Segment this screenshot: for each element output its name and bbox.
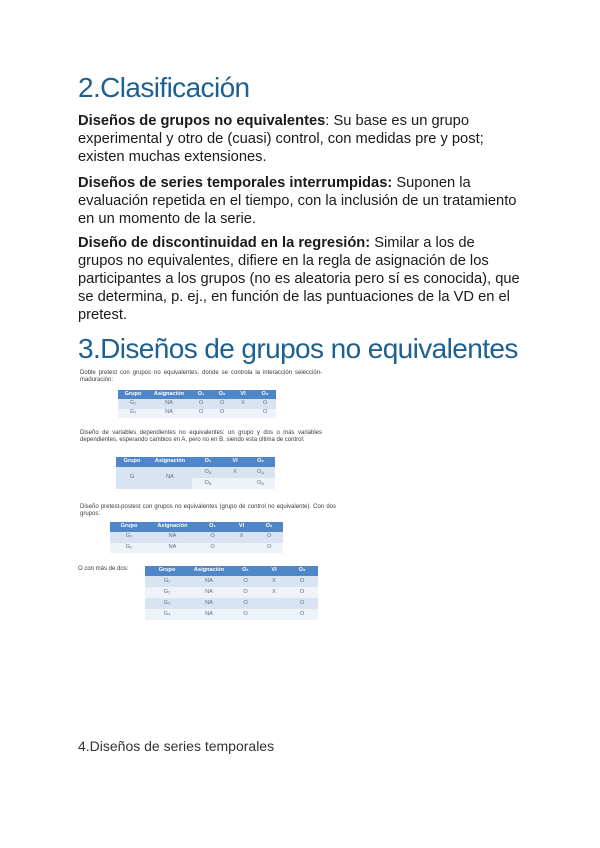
table-header-cell: O₂: [212, 390, 232, 399]
table-cell: O: [229, 598, 262, 609]
table-header-cell: O₃: [254, 390, 276, 399]
table-cell: [224, 478, 246, 489]
doble-pretest-table: [118, 390, 276, 418]
variables-dependientes-table: [116, 457, 275, 489]
table-body: [110, 532, 283, 553]
table-cell: O: [212, 409, 232, 419]
section-heading-grupos-no-equivalentes: 3.Diseños de grupos no equivalentes: [78, 333, 518, 364]
pretest-postest-multi-groups-table: [145, 566, 318, 620]
table-header-cell: O₂: [246, 457, 275, 467]
table-cell: O: [190, 399, 212, 409]
table-cell: [228, 543, 255, 554]
cell-main-text: O: [257, 468, 262, 475]
cell-main-text: O: [204, 468, 209, 475]
table-row: [118, 399, 276, 409]
pretest-postest-two-groups-table: [110, 522, 283, 553]
table-body: [145, 576, 318, 620]
definition-term: Diseños de series temporales interrumpidas:: [78, 175, 393, 191]
table-cell: O: [255, 532, 283, 543]
cell-subscript: B: [261, 480, 264, 486]
table-header-row: [110, 522, 283, 532]
table-cell: O: [286, 609, 318, 620]
table-header-cell: O₂: [286, 566, 318, 576]
table-cell: NA: [189, 587, 229, 598]
text-line: participantes a los grupos (no es aleatoria pero sí es conocida), que: [78, 271, 520, 287]
table-row: [110, 532, 283, 543]
table-cell: G₁: [118, 399, 148, 409]
definition-text: : Su base es un grupo: [325, 113, 470, 129]
table-cell: X: [224, 467, 246, 478]
table-head: [145, 566, 318, 576]
table-body: [118, 399, 276, 418]
table-header-cell: VI: [228, 522, 255, 532]
text-line: experimental y otro de (cuasi) control, con medidas pre y post;: [78, 131, 484, 147]
design-caption: Diseño pretest-postest con grupos no equivalentes (grupo de control no equivalente). Con dos grupos:: [80, 504, 336, 518]
table-cell: O: [229, 587, 262, 598]
text-line: [78, 234, 520, 252]
table-header-cell: Asignación: [148, 390, 190, 399]
table-header-cell: VI: [232, 390, 254, 399]
table-head: [116, 457, 275, 467]
table-header-cell: Grupo: [110, 522, 148, 532]
table-row: [116, 467, 275, 478]
table-cell: O: [254, 409, 276, 419]
table-cell: O: [286, 576, 318, 587]
table-row: [110, 543, 283, 554]
section-heading-clasificacion: 2.Clasificación: [78, 72, 250, 103]
table-cell: NA: [189, 576, 229, 587]
table-header-cell: Grupo: [116, 457, 148, 467]
cell-main-text: O: [204, 479, 209, 486]
table-body: [116, 467, 275, 489]
table-cell: [232, 409, 254, 419]
table-row: [145, 587, 318, 598]
cell-subscript: B: [208, 480, 212, 486]
text-line: existen muchas extensiones.: [78, 149, 267, 165]
table-cell: O: [254, 399, 276, 409]
table-cell: O: [190, 409, 212, 419]
table-header-cell: VI: [262, 566, 286, 576]
table-cell: O: [255, 543, 283, 554]
text-line: en un momento de la serie.: [78, 211, 256, 227]
definition-item: [78, 174, 516, 228]
table-header-cell: Asignación: [189, 566, 229, 576]
table-header-row: [145, 566, 318, 576]
table-head: [118, 390, 276, 399]
table-cell: O: [229, 576, 262, 587]
table-cell: O: [286, 587, 318, 598]
table-cell: G₃: [145, 598, 189, 609]
table-cell: O: [197, 532, 228, 543]
definition-item: [78, 112, 484, 166]
table-header-cell: O₁: [229, 566, 262, 576]
table-head: [110, 522, 283, 532]
definition-text: Suponen la: [392, 175, 471, 191]
table-cell: [246, 467, 275, 478]
table-header-cell: Grupo: [118, 390, 148, 399]
table-header-row: [118, 390, 276, 399]
table-cell: NA: [189, 609, 229, 620]
text-line: evaluación repetida en el tiempo, con la inclusión de un tratamiento: [78, 193, 517, 209]
table-cell: [262, 598, 286, 609]
table-cell: NA: [189, 598, 229, 609]
table-cell: O: [197, 543, 228, 554]
table-header-cell: Asignación: [148, 522, 197, 532]
design-caption: O con más de dos:: [78, 566, 129, 572]
table-row: [145, 598, 318, 609]
table-row: [145, 576, 318, 587]
table-cell: X: [232, 399, 254, 409]
table-header-cell: Grupo: [145, 566, 189, 576]
table-cell: [192, 478, 224, 489]
table-cell: [192, 467, 224, 478]
table-cell: G₁: [110, 532, 148, 543]
table-header-cell: O₂: [255, 522, 283, 532]
table-cell: G₂: [110, 543, 148, 554]
text-line: se determina, p. ej., en función de las puntuaciones de la VD en el: [78, 289, 510, 305]
table-header-cell: O₁: [197, 522, 228, 532]
table-cell: O: [229, 609, 262, 620]
table-cell: O: [212, 399, 232, 409]
table-header-cell: Asignación: [148, 457, 192, 467]
text-line: [78, 112, 484, 130]
definition-text: Similar a los de: [370, 235, 475, 251]
table-cell: G₂: [118, 409, 148, 419]
table-cell: G: [116, 467, 148, 489]
table-cell: NA: [148, 532, 197, 543]
section-heading-series-temporales: 4.Diseños de series temporales: [78, 738, 275, 754]
cell-main-text: O: [257, 479, 262, 486]
table-header-cell: O₁: [190, 390, 212, 399]
table-row: [145, 609, 318, 620]
table-cell: NA: [148, 399, 190, 409]
table-cell: [246, 478, 275, 489]
table-header-cell: VI: [224, 457, 246, 467]
definition-term: Diseño de discontinuidad en la regresión:: [78, 235, 371, 251]
text-line: [78, 174, 516, 192]
table-cell: X: [228, 532, 255, 543]
text-line: pretest.: [78, 307, 127, 323]
cell-subscript: A: [208, 469, 212, 475]
table-header-cell: O₁: [192, 457, 224, 467]
table-cell: O: [286, 598, 318, 609]
cell-subscript: A: [261, 469, 264, 475]
table-cell: X: [262, 576, 286, 587]
design-caption: Doble pretest con grupos no equivalentes, donde se controla la interacción selección-maduración:: [80, 370, 322, 384]
definition-item: [78, 234, 520, 324]
table-cell: NA: [148, 467, 192, 489]
definition-term: Diseños de grupos no equivalentes: [78, 113, 326, 129]
table-cell: G₄: [145, 609, 189, 620]
design-caption: Diseño de variables dependientes no equivalentes: un grupo y dos o más variables dependientes, esperando cambios en A, pero no en B, siendo esta última de control:: [80, 430, 322, 444]
table-header-row: [116, 457, 275, 467]
table-cell: [262, 609, 286, 620]
table-cell: X: [262, 587, 286, 598]
table-row: [118, 409, 276, 419]
table-cell: NA: [148, 543, 197, 554]
table-cell: G₂: [145, 587, 189, 598]
table-cell: G₁: [145, 576, 189, 587]
text-line: grupos no equivalentes, difiere en la regla de asignación de los: [78, 253, 489, 269]
table-cell: NA: [148, 409, 190, 419]
